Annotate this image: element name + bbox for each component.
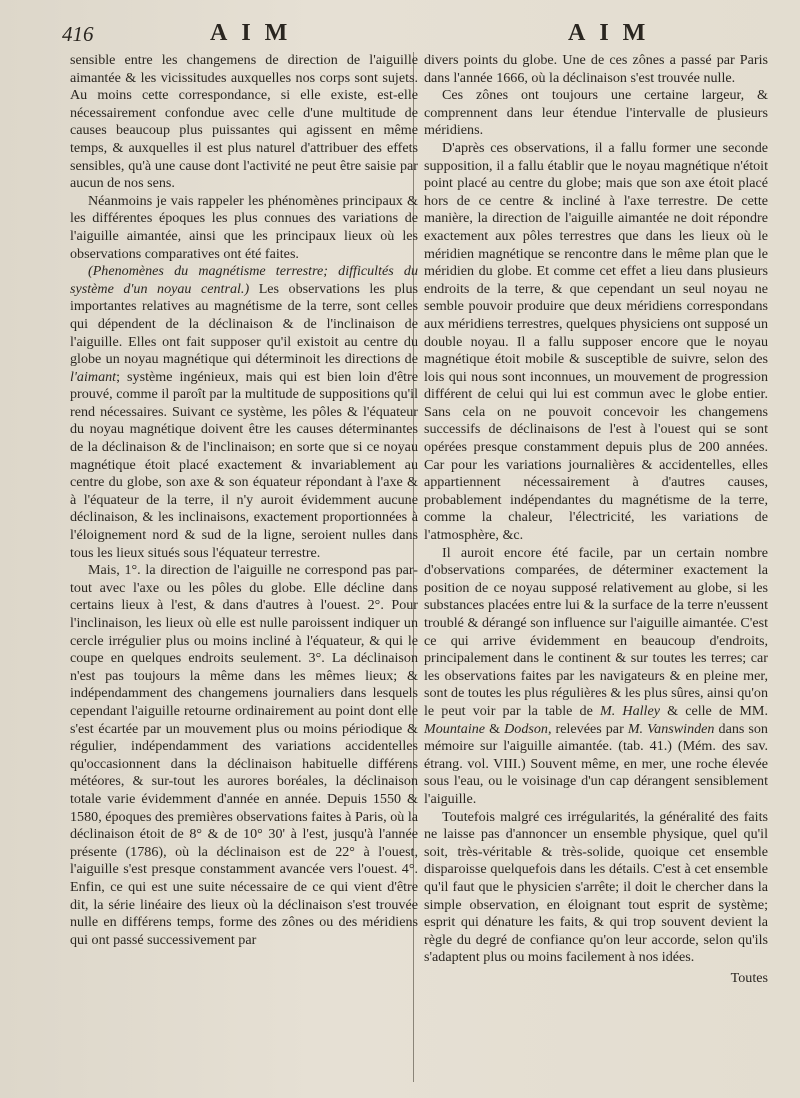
paragraph: D'après ces observations, il a fallu former une seconde supposition, il a fallu établir que le noyau magnétique n'étoit point placé au centre du globe; mais que son axe étoit placé hors de ce centre & incliné à l'axe terrestre. De cette manière, la direction de l'aiguille aimantée ne doit répondre exactement aux pôles terrestres que dans les lieux où le méridien magnétique se rencontre dans le même plan que le méridien du globe. Et comme cet effet a lieu dans plusieurs endroits de la terre, & que cependant un seul noyau ne semble pouvoir produire que deux méridiens correspondans aux méridiens terrestres, quelques physiciens ont supposé un double noyau. Il a fallu supposer encore que le noyau magnétique étoit mobile & susceptible de suivre, selon des lois qui nous sont inconnues, un mouvement de progression différent de celui qui lui est commun avec le globe entier. Sans cela on ne pouvoit concevoir les changemens successifs de déclinaisons de l'est à l'ouest qui se sont opérées presque constamment depuis plus de 200 années. Car pour les variations journalières & accidentelles, elles appartiennent nécessairement à d'autres causes, probablement indépendantes du magnétisme de la terre, comme la chaleur, l'électricité, les variations de l'atmosphère, &c. [424, 139, 768, 544]
text-run: ; système ingénieux, mais qui est bien loin d'être prouvé, comme il paroît par la multitude de suppositions qu'il rend nécessaires. Suivant ce système, les pôles & l'équateur du noyau magnétique doivent être les causes déterminantes de la déclinaison & de l'inclinaison; en sorte que si ce noyau magnétique étoit placé exactement & invariablement au centre du globe, son axe & son équateur répondant à l'axe & à l'équateur de la terre, il n'y auroit évidemment aucune déclinaison, & les inclinaisons, exactement proportionnées à l'éloignement nord & sud de la ligne, seroient nulles dans tous les lieux situés sous l'équateur terrestre. [70, 368, 418, 561]
right-column [424, 52, 768, 987]
paragraph: sensible entre les changemens de direction de l'aiguille aimantée & les vicissitudes auxquelles nos corps sont sujets. Au moins cette correspondance, si elle existe, est-elle nécessairement confondue avec celle d'une multitude de causes beaucoup plus puissantes qui agissent en même temps, & auxquelles il est plus naturel d'attribuer des effets sensibles, qu'à une cause dont l'activité ne peut être saisie par aucun de nos sens. [70, 52, 418, 192]
person-name: Mountaine [424, 720, 486, 737]
person-name: M. Halley [599, 702, 660, 719]
text-run: dans son mémoire sur l'aiguille aimantée. (tab. 41.) (Mém. des sav. étrang. vol. VIII.) Souvent même, en mer, une roche élevée sous l'eau, ou le voisinage d'un cap dérangent sensiblement l'aiguille. [424, 720, 768, 807]
person-name: Dodson [504, 720, 548, 737]
person-name: M. Vanswinden [627, 720, 715, 737]
emphasis: l'aimant [70, 368, 117, 385]
left-column [70, 52, 418, 949]
paragraph: Néanmoins je vais rappeler les phénomènes principaux & les différentes époques les plus connues des variations de l'aiguille aimantée, ainsi que les principaux lieux où les observations comparatives ont été faites. [70, 192, 418, 262]
paragraph: divers points du globe. Une de ces zônes a passé par Paris dans l'année 1666, où la déclinaison s'est trouvée nulle. [424, 52, 768, 86]
text-run: & [489, 720, 501, 737]
page-number: 416 [62, 22, 94, 46]
text-run: Les observations les plus importantes relatives au magnétisme de la terre, sont celles qui dépendent de la déclinaison & de l'inclinaison de l'aiguille. Elles ont fait supposer qu'il existoit au centre du globe un noyau magnétique qui déterminoit les directions de [70, 280, 419, 368]
running-title-right: AIM [568, 20, 660, 46]
paragraph [424, 545, 768, 809]
paragraph: Mais, 1°. la direction de l'aiguille ne correspond pas par-tout avec l'axe ou les pôles du globe. Elle décline dans certains lieux à l'est, & dans d'autres à l'ouest. 2°. Pour l'inclinaison, les lieux où elle est nulle paroissent indiquer un cercle irrégulier plus ou moins incliné à l'équateur, & qui le coupe en quelques endroits seulement. 3°. La déclinaison n'est pas toujours la même dans les mêmes lieux; & indépendamment des changemens journaliers dans lesquels cependant l'aiguille retourne ordinairement au point dont elle s'est écartée par un mouvement plus ou moins périodique & régulier, indépendamment des variations accidentelles qu'occasionnent dans la déclinaison habituelle différens météores, & sur-tout les aurores boréales, la déclinaison totale varie évidemment d'année en année. Depuis 1550 & 1580, époques des premières observations faites à Paris, où la déclinaison étoit de 8° & de 10° 30' à l'est, jusqu'à l'année présente (1786), où la déclinaison est de 22° à l'ouest, l'aiguille s'est presque constamment avancée vers l'ouest. 4°. Enfin, ce qui est une suite nécessaire de ce qui vient d'être dit, la série linéaire des lieux où la déclinaison s'est trouvée nulle en différens temps, forme des zônes ou des méridiens qui ont passé successivement par [70, 562, 418, 948]
running-title-left: AIM [210, 20, 302, 46]
text-run: , relevées par [547, 720, 624, 737]
section-heading: (Phenomènes du magnétisme terrestre; difficultés du système d'un noyau central.) [70, 263, 418, 297]
paragraph: Toutefois malgré ces irrégularités, la généralité des faits ne laisse pas d'annoncer un ensemble physique, quel qu'il soit, très-véritable & très-solide, quoique cet ensemble disparoisse quelquefois dans les détails. C'est à cet ensemble qu'il faut que le physicien s'arrête; il doit le chercher dans la simple observation, en éloignant tout esprit de système; esprit qui dénature les faits, & qui trop souvent devient la règle du degré de confiance qu'on leur accorde, selon qu'ils s'adaptent plus ou moins facilement à nos idées. [424, 808, 768, 966]
text-run: Il auroit encore été facile, par un certain nombre d'observations comparées, de déterminer exactement la position de ce noyau supposé relativement au globe, si les substances placées entre lui & la surface de la terre n'eussent troublé & dérangé son influence sur l'aiguille aimantée. C'est ce qui arrive évidemment en beaucoup d'endroits, principalement dans le continent & sur toutes les terres; car les observations faites par les navigateurs & en pleine mer, sont de toutes les plus régulières & les plus sûres, ainsi qu'on le peut voir par la table de [424, 544, 768, 719]
text-run: & celle de MM. [667, 702, 768, 719]
paragraph: Ces zônes ont toujours une certaine largeur, & comprennent dans leur étendue l'intervalle de plusieurs méridiens. [424, 87, 768, 139]
catchword: Toutes [730, 969, 768, 986]
paragraph [70, 263, 418, 562]
running-header [0, 18, 800, 48]
